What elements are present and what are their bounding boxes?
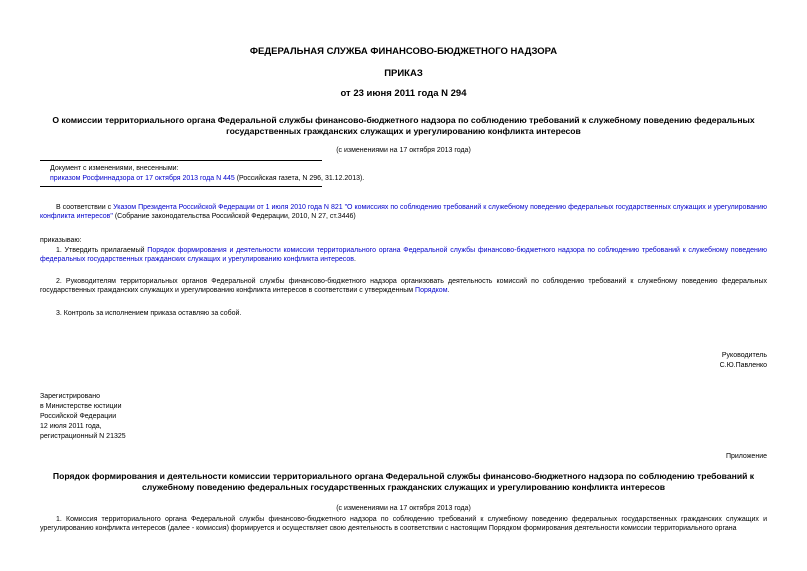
signature-role: Руководитель	[721, 352, 767, 359]
document-date: от 23 июня 2011 года N 294	[340, 88, 467, 99]
agency-name: ФЕДЕРАЛЬНАЯ СЛУЖБА ФИНАНСОВО-БЮДЖЕТНОГО НАДЗОРА	[249, 46, 558, 57]
amendments-bottom-rule	[40, 186, 322, 187]
document-title: О комиссии территориального органа Федеральной службы финансово-бюджетного надзора по соблюдению требований к служебному поведению федеральных государственных гражданских служащих и урегулированию конфликта интересов	[52, 115, 755, 136]
item-2-text: 2. Руководителям территориальных органов Федеральной службы финансово-бюджетного надзора организовать деятельность комиссий по соблюдению требований к служебному поведению федеральных государственных гражданских служащих и урегулированию конфликта интересов в соответствии с утвержденным	[40, 278, 767, 294]
procedure-short-link[interactable]: Порядком	[415, 287, 448, 294]
item-2-end: .	[447, 287, 450, 294]
amendments-intro: Документ с изменениями, внесенными:	[50, 165, 179, 172]
preamble-text-end: (Собрание законодательства Российской Федерации, 2010, N 27, ст.3446)	[112, 213, 356, 220]
appendix-paragraph-1: 1. Комиссия территориального органа Федеральной службы финансово-бюджетного надзора по соблюдению требований к служебному поведению федеральных государственных гражданских служащих и урегулированию конфликта интересов (далее - комиссия) формируется и осуществляет свою деятельность в соответствии с настоящим Порядком формирования деятельности комиссии территориального органа	[40, 516, 767, 532]
amendment-link[interactable]: приказом Росфиннадзора от 17 октября 2013 года N 445	[50, 175, 235, 182]
item-3: 3. Контроль за исполнением приказа оставляю за собой.	[56, 310, 242, 317]
registration-line-1: Зарегистрировано	[40, 393, 100, 400]
item-1-end: .	[353, 256, 356, 263]
registration-line-3: Российской Федерации	[40, 413, 117, 420]
appendix-title: Порядок формирования и деятельности комиссии территориального органа Федеральной службы финансово-бюджетного надзора по соблюдению требований к служебному поведению федеральных государственных гражданских служащих и урегулированию конфликта интересов	[52, 471, 755, 492]
registration-line-5: регистрационный N 21325	[40, 433, 126, 440]
item-1-text: 1. Утвердить прилагаемый	[56, 247, 148, 254]
item-1	[40, 246, 767, 264]
registration-line-2: в Министерстве юстиции	[40, 403, 122, 410]
preamble-text-start: В соответствии с	[56, 204, 114, 211]
revision-note: (с изменениями на 17 октября 2013 года)	[336, 147, 471, 154]
amendment-source: (Российская газета, N 296, 31.12.2013).	[234, 175, 365, 182]
amendments-top-rule	[40, 160, 322, 161]
preamble-paragraph	[40, 203, 767, 221]
decree-link[interactable]: Указом Президента Российской Федерации от 1 июля 2010 года N 821 "О комиссиях по соблюдению требований к служебному поведению федеральных государственных служащих и урегулированию конфликта интересов"	[40, 204, 768, 220]
appendix-revision-note: (с изменениями на 17 октября 2013 года)	[336, 505, 471, 512]
signature-name: С.Ю.Павленко	[719, 362, 767, 369]
registration-line-4: 12 июля 2011 года,	[40, 423, 102, 430]
appendix-label: Приложение	[725, 453, 767, 460]
document-type: ПРИКАЗ	[384, 68, 423, 79]
item-2	[40, 277, 767, 295]
procedure-link[interactable]: Порядок формирования и деятельности комиссии территориального органа Федеральной службы финансово-бюджетного надзора по соблюдению требований к служебному поведению федеральных государственных гражданских служащих и урегулированию конфликта интересов	[40, 247, 768, 263]
amendments-line	[50, 174, 550, 183]
order-word: приказываю:	[40, 237, 82, 244]
